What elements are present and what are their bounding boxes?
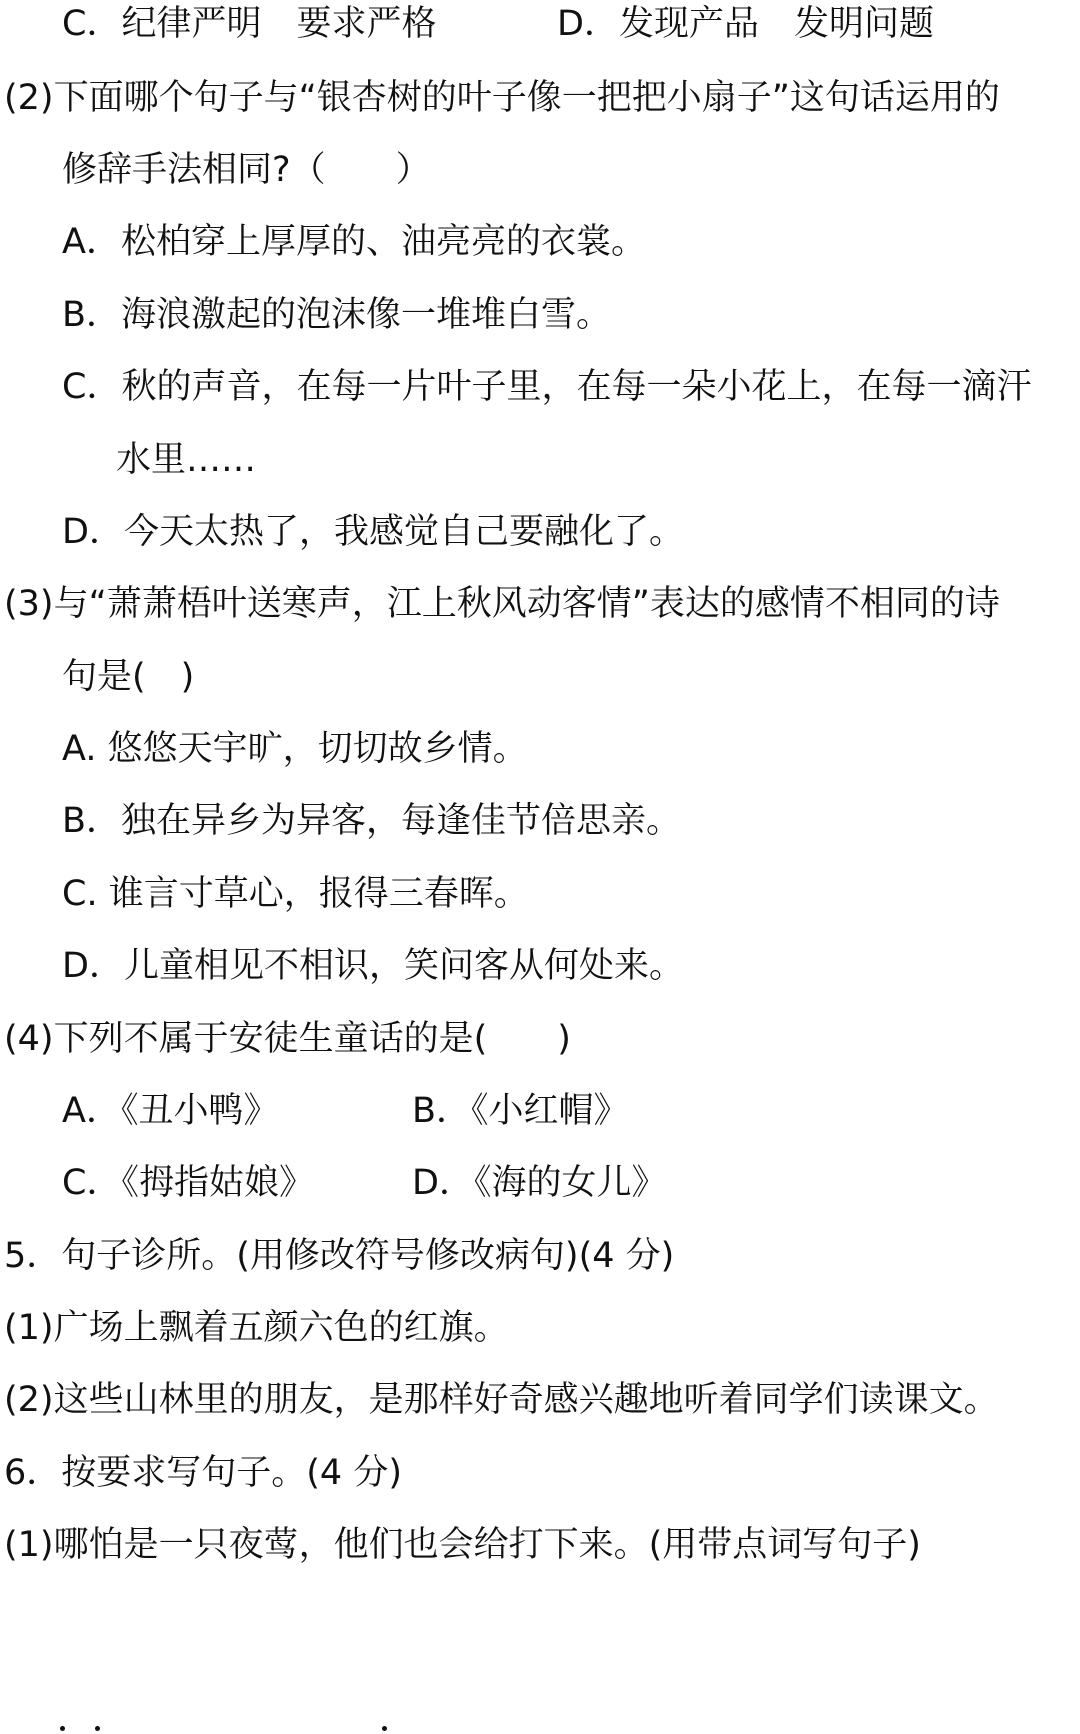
q3-stem-line1: (3)与“萧萧梧叶送寒声，江上秋风动客情”表达的感情不相同的诗 <box>4 584 1000 624</box>
q3-option-a: A. 悠悠天宇旷，切切故乡情。 <box>62 729 528 769</box>
q5-title: 5．句子诊所。(用修改符号修改病句)(4 分) <box>4 1236 675 1276</box>
q2-option-c-line1: C．秋的声音，在每一片叶子里，在每一朵小花上，在每一滴汗 <box>62 367 1032 407</box>
q2-stem-line1: (2)下面哪个句子与“银杏树的叶子像一把把小扇子”这句话运用的 <box>4 78 1000 118</box>
emphasis-dot <box>95 1726 100 1731</box>
q2-option-a: A．松柏穿上厚厚的、油亮亮的衣裳。 <box>62 222 646 262</box>
q3-stem-line2: 句是( ) <box>62 657 195 697</box>
q4-option-a: A．《丑小鸭》 <box>62 1091 279 1131</box>
q2-option-b: B．海浪激起的泡沫像一堆堆白雪。 <box>62 295 612 335</box>
q5-sentence-1: (1)广场上飘着五颜六色的红旗。 <box>4 1308 509 1348</box>
q4-stem: (4)下列不属于安徒生童话的是( ) <box>4 1019 571 1059</box>
q6-sentence-1: (1)哪怕是一只夜莺，他们也会给打下来。(用带点词写句子) <box>4 1525 921 1565</box>
q1-option-d: D．发现产品 发明问题 <box>557 4 934 44</box>
emphasis-dot <box>60 1726 65 1731</box>
q6-title: 6．按要求写句子。(4 分) <box>4 1453 402 1493</box>
q5-sentence-2: (2)这些山林里的朋友，是那样好奇感兴趣地听着同学们读课文。 <box>4 1380 999 1420</box>
q2-option-d: D．今天太热了，我感觉自己要融化了。 <box>62 512 684 552</box>
q3-option-b: B．独在异乡为异客，每逢佳节倍思亲。 <box>62 801 682 841</box>
q3-option-d: D．儿童相见不相识，笑问客从何处来。 <box>62 946 684 986</box>
q2-option-c-line2: 水里…… <box>116 440 257 480</box>
q4-option-b: B．《小红帽》 <box>412 1091 629 1131</box>
emphasis-dot <box>382 1726 387 1731</box>
q4-option-d: D．《海的女儿》 <box>412 1163 667 1203</box>
emphasis-dots <box>40 1722 500 1734</box>
q3-option-c: C. 谁言寸草心，报得三春晖。 <box>62 874 529 914</box>
q2-stem-line2: 修辞手法相同?（ ） <box>62 150 431 190</box>
q1-option-c: C．纪律严明 要求严格 <box>62 4 437 44</box>
q4-option-c: C．《拇指姑娘》 <box>62 1163 314 1203</box>
